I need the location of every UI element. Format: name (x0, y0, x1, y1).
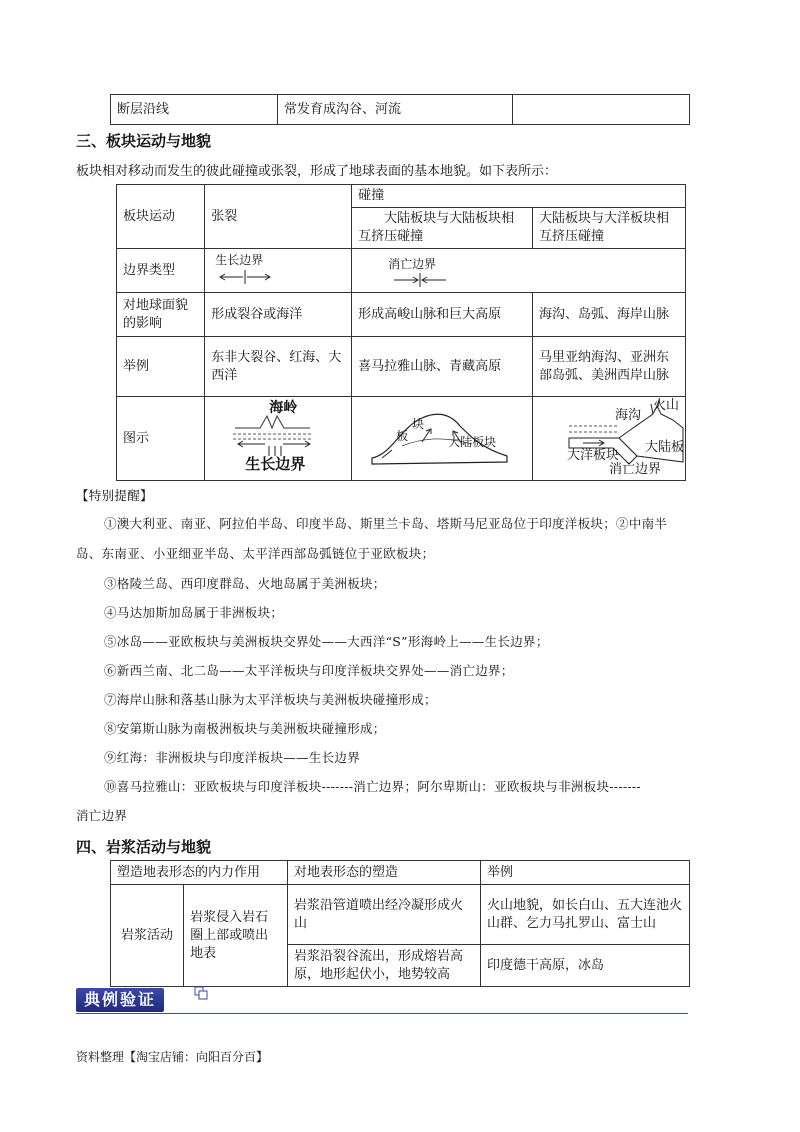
left-plate-label-2: 块 (412, 417, 425, 431)
right-plate-label: 大陆板块 (448, 435, 497, 449)
convergent-arrows-icon (390, 272, 450, 288)
reminder-item: ⑨红海：非洲板块与印度洋板块——生长边界 (104, 750, 361, 765)
header-rift: 张裂 (205, 185, 352, 249)
volcano-label: 火山 (653, 398, 680, 413)
continental-plate-label: 大陆板 (645, 440, 685, 455)
figure-rift (205, 397, 352, 481)
ocean-plate-label: 大洋板块 (567, 448, 620, 463)
ridge-label: 海岭 (269, 400, 298, 416)
magma-header-example: 举例 (481, 861, 690, 885)
collision-boundary-diagram (352, 249, 686, 293)
plate-table (116, 184, 686, 481)
reminder-item: ④马达加斯加岛属于非洲板块； (104, 605, 284, 620)
section4-title: 四、岩浆活动与地貌 (76, 838, 212, 856)
reminder-item: 岛、东南亚、小亚细亚半岛、太平洋西部岛弧链位于亚欧板块； (76, 546, 435, 561)
banner-label: 典例验证 (76, 988, 164, 1012)
row-label-figure: 图示 (117, 397, 205, 481)
magma-header-shape: 对地表形态的塑造 (288, 861, 481, 885)
magma-table (110, 860, 690, 987)
banner-underline (76, 1013, 688, 1014)
magma-example-plateau: 印度德干高原，冰岛 (481, 945, 690, 987)
reminder-title: 【特别提醒】 (76, 488, 153, 503)
header-cont-cont: 大陆板块与大陆板块相互挤压碰撞 (352, 208, 533, 249)
reminder-item: ⑩喜马拉雅山：亚欧板块与印度洋板块-------消亡边界；阿尔卑斯山：亚欧板块与非洲板块------- (104, 779, 641, 794)
figure-cont-cont (352, 397, 533, 481)
header-collision: 碰撞 (352, 185, 686, 208)
trench-label: 海沟 (615, 408, 642, 423)
banner-corner-icon (194, 986, 208, 1000)
example-cont-ocean: 马里亚纳海沟、亚洲东部岛弧、美洲西岸山脉 (533, 337, 686, 397)
reminder-item: ⑦海岸山脉和落基山脉为太平洋板块与美洲板块碰撞形成； (104, 692, 437, 707)
row-label-example: 举例 (117, 337, 205, 397)
top-table-cell: 断层沿线 (111, 95, 278, 125)
section3-title: 三、板块运动与地貌 (76, 132, 212, 150)
divergent-arrows-icon (215, 269, 275, 285)
growth-boundary-label: 生长边界 (215, 253, 264, 267)
consumption-boundary-label: 消亡边界 (388, 257, 437, 271)
magma-shape-plateau: 岩浆沿裂谷流出，形成熔岩高原，地形起伏小，地势较高 (288, 945, 481, 987)
effect-rift: 形成裂谷或海洋 (205, 293, 352, 337)
rift-boundary-diagram (205, 249, 352, 293)
example-banner (76, 988, 164, 1012)
row-label-boundary: 边界类型 (117, 249, 205, 293)
growth-boundary-fig-label: 生长边界 (245, 455, 306, 473)
example-rift: 东非大裂谷、红海、大西洋 (205, 337, 352, 397)
magma-shape-volcano: 岩浆沿管道喷出经冷凝形成火山 (288, 885, 481, 945)
header-cont-ocean: 大陆板块与大洋板块相互挤压碰撞 (533, 208, 686, 249)
reminder-item: ⑥新西兰南、北二岛——太平洋板块与印度洋板块交界处——消亡边界； (104, 663, 514, 678)
reminder-item: ⑧安第斯山脉为南极洲板块与美洲板块碰撞形成； (104, 721, 386, 736)
row-label-effect: 对地球面貌的影响 (117, 293, 205, 337)
reminder-item: ③格陵兰岛、西印度群岛、火地岛属于美洲板块； (104, 576, 386, 591)
reminder-item: ①澳大利亚、南亚、阿拉伯半岛、印度半岛、斯里兰卡岛、塔斯马尼亚岛位于印度洋板块；②中南半 (104, 516, 668, 531)
reminder-item: ⑤冰岛——亚欧板块与美洲板块交界处——大西洋“S”形海岭上——生长边界； (104, 634, 549, 649)
magma-desc: 岩浆侵入岩石圈上部或喷出地表 (184, 885, 288, 987)
figure-cont-ocean (533, 397, 686, 481)
left-plate-label: 板 (396, 429, 409, 443)
effect-cont-cont: 形成高峻山脉和巨大高原 (352, 293, 533, 337)
top-table (110, 94, 690, 125)
section3-intro: 板块相对移动而发生的彼此碰撞或张裂，形成了地球表面的基本地貌。如下表所示： (76, 164, 558, 179)
top-table-cell (513, 95, 690, 125)
header-motion: 板块运动 (117, 185, 205, 249)
example-cont-cont: 喜马拉雅山脉、青藏高原 (352, 337, 533, 397)
effect-cont-ocean: 海沟、岛弧、海岸山脉 (533, 293, 686, 337)
consumption-boundary-fig-label: 消亡边界 (609, 462, 662, 477)
magma-activity: 岩浆活动 (111, 885, 184, 987)
magma-header-force: 塑造地表形态的内力作用 (111, 861, 288, 885)
top-table-cell: 常发育成沟谷、河流 (278, 95, 513, 125)
footer-text: 资料整理【淘宝店铺：向阳百分百】 (76, 1050, 269, 1064)
magma-example-volcano: 火山地貌，如长白山、五大连池火山群、乞力马扎罗山、富士山 (481, 885, 690, 945)
reminder-item: 消亡边界 (76, 808, 128, 823)
